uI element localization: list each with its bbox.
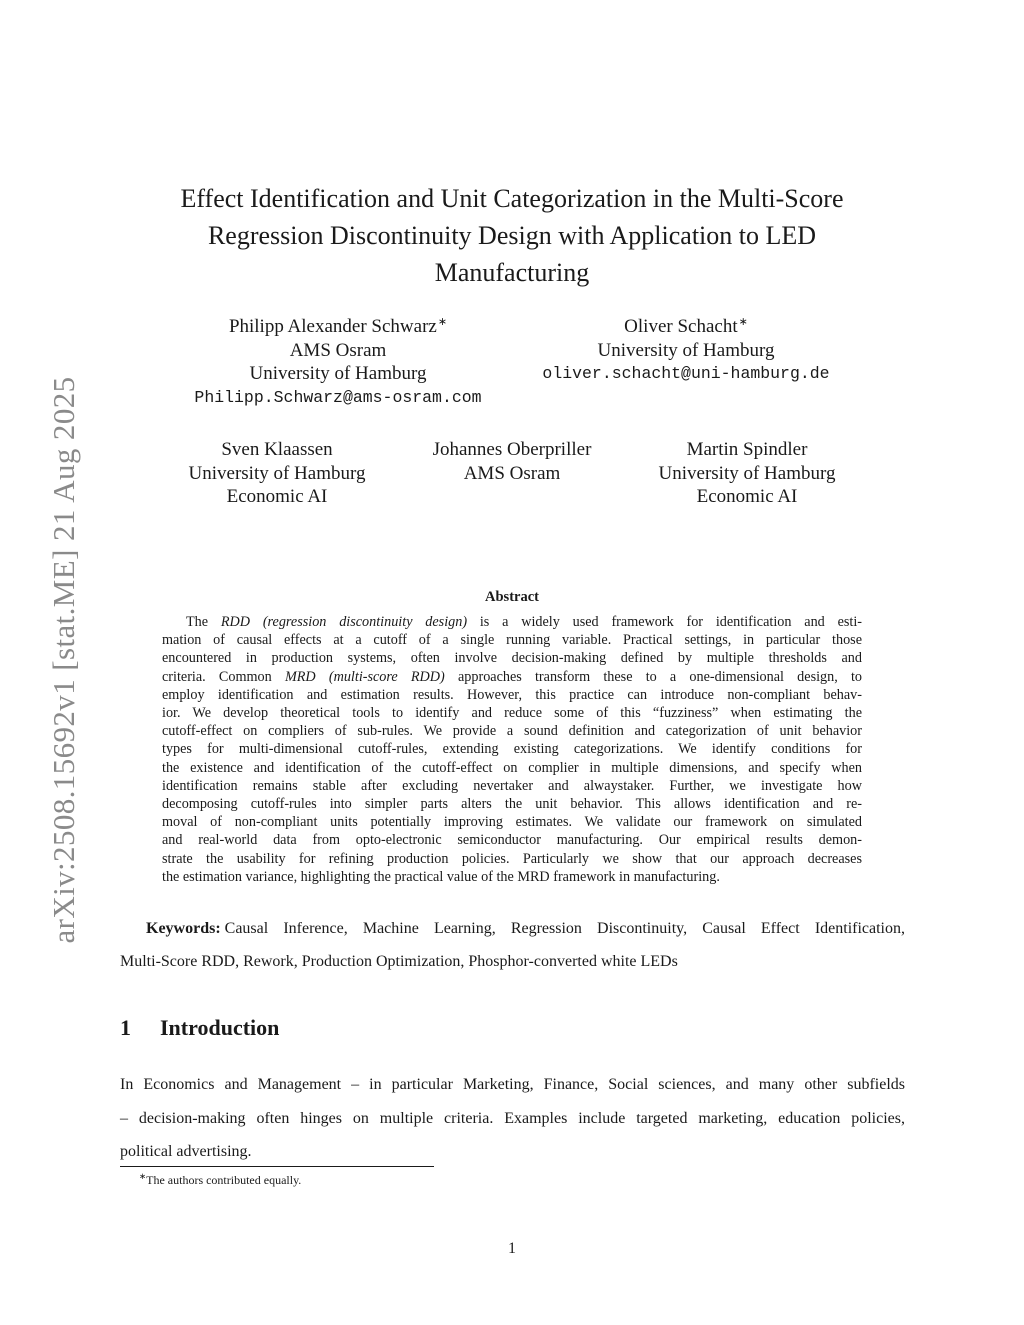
abstract-line: ior. We develop theoretical tools to identify and reduce some of this “fuzziness” when estimating the bbox=[162, 705, 862, 722]
arxiv-identifier-stamp: arXiv:2508.15692v1 [stat.ME] 21 Aug 2025 bbox=[46, 376, 81, 944]
paper-title bbox=[110, 180, 914, 291]
footnote bbox=[138, 1171, 301, 1188]
title-line: Effect Identification and Unit Categorization in the Multi-Score bbox=[180, 184, 844, 213]
abstract-line: encountered in production systems, often involve decision-making defined by multiple thresholds and bbox=[162, 650, 862, 667]
abstract-heading: Abstract bbox=[485, 589, 539, 605]
abstract-line: types for multi-dimensional cutoff-rules, extending existing categorizations. We identify conditions for bbox=[162, 741, 862, 758]
abstract-line: the estimation variance, highlighting the practical value of the MRD framework in manufacturing. bbox=[162, 868, 720, 885]
abstract-line: strate the usability for refining production policies. Particularly we show that our approach decreases bbox=[162, 850, 862, 867]
abstract-line: cutoff-effect on compliers of sub-rules. We provide a sound definition and categorization of unit behavior bbox=[162, 723, 862, 740]
abstract-line: mation of causal effects at a cutoff of a single running variable. Practical settings, in particular those bbox=[162, 632, 862, 649]
author-affiliation: Economic AI bbox=[226, 486, 328, 507]
abstract-line: the existence and identification of the cutoff-effect on complier in multiple dimensions, and specify when bbox=[162, 759, 862, 776]
author-email[interactable]: Philipp.Schwarz@ams-osram.com bbox=[194, 387, 482, 407]
page-number: 1 bbox=[508, 1240, 516, 1257]
author-affiliation: AMS Osram bbox=[463, 462, 561, 484]
author-name: Martin Spindler bbox=[686, 439, 808, 460]
abstract-line: identification remains stable after excluding nevertaker and alwaystaker. Further, we investigate how bbox=[162, 777, 862, 794]
author-name: Johannes Oberpriller bbox=[432, 439, 592, 460]
author-affiliation: AMS Osram bbox=[289, 339, 387, 361]
equal-contribution-mark: ∗ bbox=[738, 316, 748, 328]
author-block-klaassen bbox=[160, 438, 394, 509]
keywords-label: Keywords: bbox=[146, 920, 221, 937]
author-affiliation: University of Hamburg bbox=[249, 363, 427, 384]
keywords-line: Multi-Score RDD, Rework, Production Optimization, Phosphor-converted white LEDs bbox=[120, 953, 678, 970]
author-name: Philipp Alexander Schwarz bbox=[228, 316, 437, 337]
intro-line: – decision-making often hinges on multiple criteria. Examples include targeted marketing, education policies, bbox=[120, 1109, 905, 1127]
author-block-spindler bbox=[636, 438, 858, 509]
abstract-line: moval of non-compliant units potentially improving estimates. We validate our framework on simulated bbox=[162, 814, 862, 831]
author-name: Oliver Schacht bbox=[624, 316, 738, 337]
author-affiliation: University of Hamburg bbox=[597, 339, 775, 361]
author-block-schwarz bbox=[188, 311, 488, 409]
author-name: Sven Klaassen bbox=[221, 439, 333, 460]
section-title: Introduction bbox=[160, 1015, 280, 1040]
abstract-body bbox=[162, 613, 862, 886]
section-number: 1 bbox=[120, 1015, 131, 1040]
abstract-line: criteria. Common MRD (multi-score RDD) approaches transform these to a one-dimensional design, to bbox=[162, 668, 863, 685]
author-block-schacht bbox=[536, 311, 836, 386]
title-line: Regression Discontinuity Design with Application to LED bbox=[207, 221, 817, 250]
author-affiliation: University of Hamburg bbox=[658, 462, 836, 484]
footnote-text: The authors contributed equally. bbox=[146, 1173, 302, 1187]
author-affiliation: University of Hamburg bbox=[188, 462, 366, 484]
equal-contribution-mark: ∗ bbox=[437, 316, 448, 328]
abstract-line: employ identification and estimation results. However, this practice can introduce non-compliant behav- bbox=[162, 686, 862, 703]
author-block-oberpriller bbox=[420, 438, 604, 485]
author-affiliation: Economic AI bbox=[696, 486, 798, 507]
footnote-rule bbox=[120, 1166, 434, 1167]
abstract-line: and real-world data from opto-electronic semiconductor manufacturing. Our empirical results demon- bbox=[162, 832, 862, 849]
author-email[interactable]: oliver.schacht@uni-hamburg.de bbox=[542, 364, 830, 383]
keywords-list: Causal Inference, Machine Learning, Regression Discontinuity, Causal Effect Identification, bbox=[224, 920, 905, 937]
introduction-paragraph bbox=[120, 1068, 905, 1169]
intro-line: political advertising. bbox=[120, 1143, 252, 1160]
keywords-line bbox=[120, 912, 905, 945]
footnote-mark: ∗ bbox=[139, 1171, 147, 1181]
keywords-block bbox=[120, 912, 905, 978]
abstract-line: decomposing cutoff-rules into simpler parts alters the unit behavior. This allows identification and re- bbox=[162, 796, 862, 813]
abstract-line: The RDD (regression discontinuity design) is a widely used framework for identification and esti- bbox=[186, 614, 862, 630]
section-heading-introduction bbox=[120, 1015, 279, 1041]
intro-line: In Economics and Management – in particular Marketing, Finance, Social sciences, and many other subfields bbox=[120, 1076, 905, 1093]
title-line: Manufacturing bbox=[434, 258, 590, 287]
